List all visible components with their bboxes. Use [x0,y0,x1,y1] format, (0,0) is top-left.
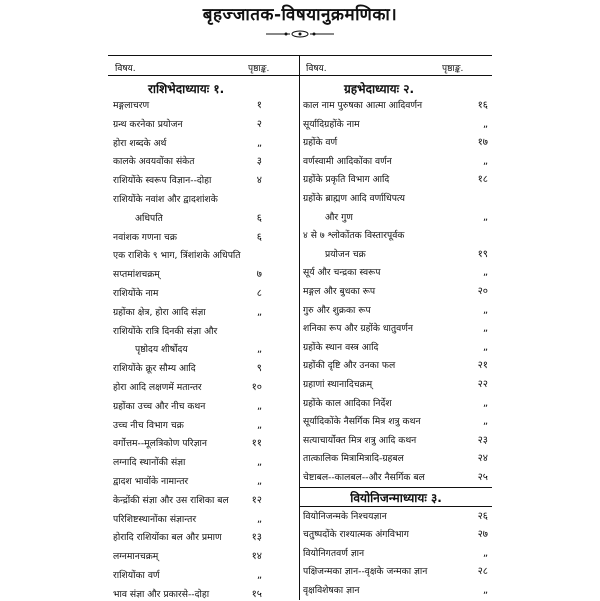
index-entry-text: द्वादश भावोंके नामान्तर [113,476,189,487]
index-entry-page: „ [256,419,262,431]
index-entry-text: सूर्यादिग्रहोंके नाम [303,118,360,130]
index-entry-text: वर्गोत्तम--मूलत्रिकोण परिज्ञान [113,438,208,450]
index-entry-page: २५ [477,472,488,483]
index-entry-page: १५ [251,588,262,600]
index-entry-text: चेष्टाबल--कालबल--और नैसर्गिक बल [303,472,425,483]
index-entry-text: ४ से ७ श्लोकोंतक विस्तारपूर्वक [303,230,405,242]
index-entry-page: „ [482,211,488,223]
index-entry-text: राशियोंके नाम [113,288,159,299]
index-entry-page: १६ [477,100,488,111]
index-entry-text: ग्रहोंके वर्ण [303,137,338,149]
index-entry-page: १४ [251,551,262,563]
index-entry-text: चतुष्पदोंके राश्यात्मक अंगविभाग [303,529,409,541]
index-entry-text: सत्याचार्योक्त मित्र शत्रु आदि कथन [303,434,417,446]
header-bottom-rule [108,75,492,76]
index-entry-page: „ [256,137,262,149]
index-entry-text: होरा शब्दके अर्थ [113,137,167,149]
left-page-header: पृष्ठाङ्क. [248,64,270,74]
index-entry-text: गुरु और शुक्रका रूप [303,304,371,316]
index-entry-page: „ [256,400,262,412]
index-entry-text: सप्तमांशचक्रम् [113,269,160,281]
index-entry-page: १३ [251,532,262,544]
header-top-rule [108,55,492,56]
index-entry-text: उच्च नीच विभाग चक्र [113,419,184,431]
index-entry-text: भाव संज्ञा और प्रकारसे--दोहा [113,588,210,600]
right-section-title: ग्रहभेदाध्यायः २. [344,82,414,96]
index-entry-text: मङ्गल और बुधका रूप [303,286,376,297]
index-entry-page: ७ [256,269,262,281]
index-entry-page: ८ [256,288,262,299]
index-entry-text: वृक्षविशेषका ज्ञान [303,584,360,596]
index-entry-page: ६ [256,231,262,243]
index-entry-page: ११ [251,438,262,450]
index-entry-text: लग्नादि स्थानोंकी संज्ञा [113,457,186,469]
index-entry-page: „ [256,344,262,356]
index-entry-text: राशियोंके क्रूर सौम्य आदि [113,363,196,375]
index-entry-text: परिशिष्टस्थानोंका संज्ञान्तर [113,513,197,525]
index-entry-text: कालके अवयवोंका संकेत [113,156,195,168]
index-entry-text: वर्णस्वामी आदिकोंका वर्णन [303,155,392,167]
index-entry-text: वियोनिगतवर्ण ज्ञान [303,547,365,559]
index-entry-page: १२ [251,494,262,506]
index-entry-text: पृष्ठोदय शीर्षोदय [135,344,188,356]
index-entry-text: अधिपति [135,212,163,224]
index-entry-page: „ [482,341,488,353]
index-entry-page: १७ [477,137,488,149]
index-entry-page: २८ [477,566,488,578]
right-section-title2: वियोनिजन्माध्यायः ३. [350,491,442,505]
index-entry-page: „ [256,306,262,318]
index-entry-text: राशियोंके नवांश और द्वादशांशके [113,194,218,205]
index-entry-page: „ [482,584,488,596]
index-entry-page: २० [477,286,488,297]
index-entry-page: „ [256,570,262,581]
index-entry-page: २३ [477,434,488,446]
right-page-header: पृष्ठाङ्क. [442,64,464,74]
index-entry-text: एक राशिके ९ भाग, त्रिंशांशके अधिपति [113,250,241,262]
index-entry-page: „ [482,155,488,167]
index-entry-page: ४ [256,175,262,187]
index-entry-page: १९ [477,248,488,260]
left-section-title: राशिभेदाध्यायः १. [148,82,225,96]
index-entry-text: ग्रहोंके काल आदिका निर्देश [303,397,392,409]
index-entry-page: १० [251,382,262,393]
index-entry-text: ग्रहोंके स्थान वस्त्र आदि [303,341,379,353]
index-entry-text: ग्रहोंके ब्राह्मण आदि वर्णाधिपत्य [303,193,405,204]
index-entry-text: लग्नमानचक्रम् [113,551,159,563]
index-entry-text: ग्रहोंका उच्च और नीच कथन [113,400,206,412]
index-entry-text: प्रयोजन चक्र [325,248,366,260]
index-entry-text: शनिका रूप और ग्रहोंके धातुवर्णन [303,323,413,335]
index-entry-page: ६ [256,212,262,224]
index-entry-page: ३ [256,156,262,168]
index-entry-page: १८ [477,174,488,186]
index-entry-text: ग्रहोंका क्षेत्र, होरा आदि संज्ञा [113,306,206,318]
index-entry-text: ग्रहोंके प्रकृति विभाग आदि [303,174,390,186]
index-entry-page: „ [256,513,262,525]
index-entry-page: २२ [477,379,488,390]
index-entry-page: „ [482,267,488,279]
index-entry-page: २४ [477,453,488,465]
right-subject-header: विषय. [306,64,327,74]
index-entry-text: सूर्य और चन्द्रका स्वरूप [303,267,381,279]
index-entry-text: राशियोंका वर्ण [113,570,160,581]
index-entry-page: २७ [477,529,488,541]
index-entry-text: सूर्यादिकोंके नैसर्गिक मित्र शत्रु कथन [303,416,421,428]
index-entry-page: „ [482,397,488,409]
column-divider [299,55,300,600]
index-entry-text: और गुण [325,211,353,223]
index-entry-page: १ [256,100,262,111]
index-entry-page: ९ [256,363,262,375]
index-entry-text: ग्रन्थ करनेका प्रयोजन [113,118,183,130]
left-subject-header: विषय. [115,64,136,74]
index-entry-text: ग्रहोंकी दृष्टि और उनका फल [303,360,396,372]
index-entry-page: „ [256,476,262,487]
index-entry-text: राशियोंके रात्रि दिनकी संज्ञा और [113,325,218,337]
index-entry-page: „ [482,416,488,428]
index-entry-text: तात्कालिक मित्रामित्रादि-ग्रहबल [303,453,404,465]
index-entry-text: राशियोंके स्वरूप विज्ञान--दोहा [113,175,212,187]
index-entry-page: २१ [477,360,488,372]
index-entry-page: २६ [477,511,488,522]
page-title: बृहज्जातक-विषयानुक्रमणिका। [202,5,398,25]
ornament-divider [266,30,334,38]
index-entry-text: केन्द्रोंकी संज्ञा और उस राशिका बल [113,494,229,506]
index-entry-text: होरा आदि लक्षणमें मतान्तर [113,382,202,393]
index-entry-page: २ [256,118,262,130]
index-entry-text: होरादि राशियोंका बल और प्रमाण [113,532,222,544]
index-entry-page: „ [482,323,488,335]
index-entry-page: „ [482,547,488,559]
right-section-title2-box [300,487,492,507]
index-entry-text: काल नाम पुरुषका आत्मा आदिवर्णन [303,100,423,111]
index-entry-text: मङ्गलाचरण [113,100,150,111]
index-entry-page: „ [482,118,488,130]
index-entry-page: „ [256,457,262,469]
index-entry-text: वियोनिजन्मके निश्चयज्ञान [303,511,387,522]
index-entry-text: नवांशक गणना चक्र [113,231,177,243]
index-entry-page: „ [482,304,488,316]
index-entry-text: पक्षिजन्मका ज्ञान--वृक्षके जन्मका ज्ञान [303,566,428,578]
index-entry-text: ग्रहाणां स्थानादिचक्रम् [303,379,373,390]
